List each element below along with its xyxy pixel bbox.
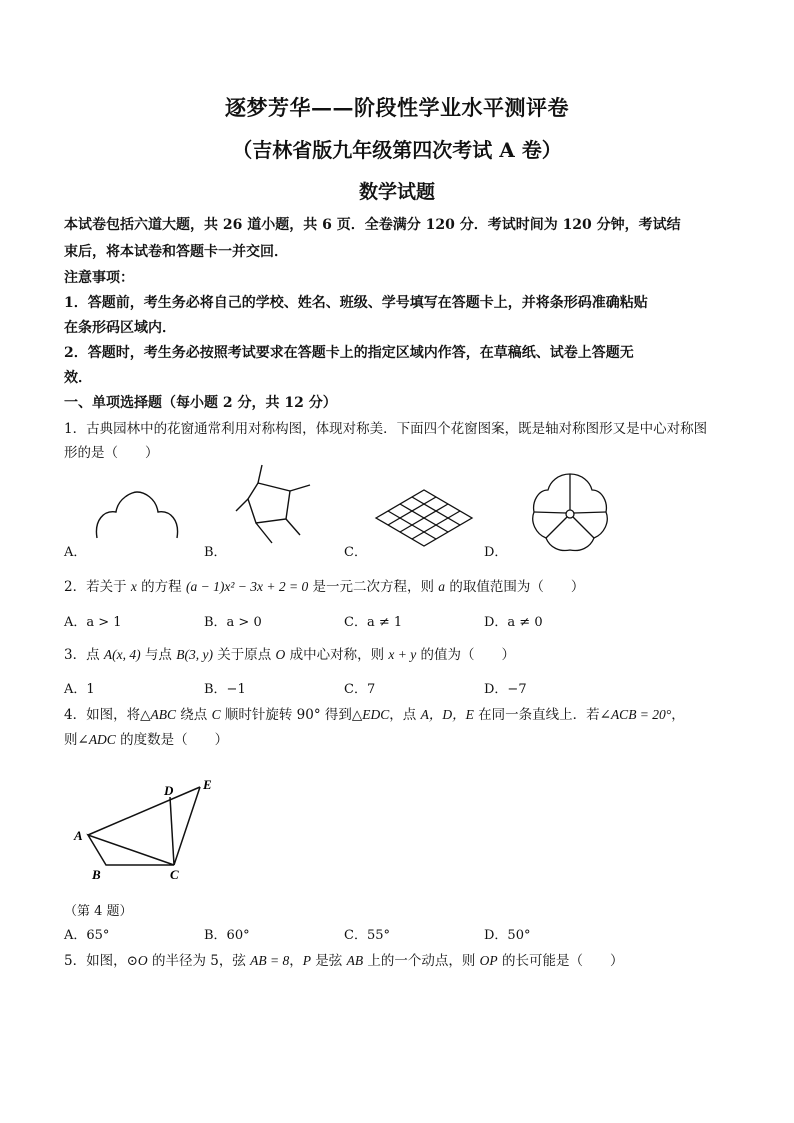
- q1-option-c[interactable]: C．: [344, 545, 367, 560]
- q4-t4: ，点: [389, 707, 421, 723]
- q4-stem-line-2: [64, 728, 228, 748]
- intro-line-1: 本试卷包括六道大题，共 26 道小题，共 6 页．全卷满分 120 分．考试时间为 120 分钟，考试结: [64, 217, 681, 233]
- q3-origin: O: [275, 647, 286, 662]
- q4-label-b: B: [92, 867, 101, 882]
- q5-t6: 的长可能是（ ）: [497, 953, 624, 969]
- q2-text-pre: 2．若关于: [64, 579, 131, 595]
- q4-t3: 顺时针旋转 90° 得到△: [220, 707, 363, 723]
- q3-point-b: B(3, y): [176, 647, 213, 662]
- q4-figure-triangles: [70, 775, 230, 885]
- q3-point-a: A(x, 4): [103, 647, 141, 662]
- q2-text-end: 的取值范围为（ ）: [445, 579, 585, 595]
- q5-ab2: AB: [346, 953, 364, 968]
- q4-t7: 则∠: [64, 732, 89, 748]
- q4-c: C: [211, 707, 221, 722]
- q3-text-e: 的值为（ ）: [416, 647, 516, 663]
- q1-figure-b-pinwheel: [232, 465, 322, 555]
- q4-option-b[interactable]: B．60°: [204, 928, 250, 943]
- q3-text-a: 3．点: [64, 647, 104, 663]
- q1-figure-c-lattice: [374, 488, 474, 548]
- notice-heading: 注意事项：: [64, 270, 134, 286]
- q4-label-a: A: [74, 828, 83, 843]
- q2-option-c[interactable]: C．a ≠ 1: [344, 615, 403, 630]
- q1-option-d[interactable]: D．: [484, 545, 508, 560]
- q1-stem-line-2: 形的是（ ）: [64, 445, 159, 461]
- q4-t1: 4．如图，将△: [64, 707, 151, 723]
- q4-label-d: D: [164, 783, 174, 798]
- q3-option-d[interactable]: D．−7: [484, 682, 527, 697]
- q4-figure-caption: （第 4 题）: [64, 904, 133, 919]
- section-heading: 一、单项选择题（每小题 2 分，共 12 分）: [64, 395, 337, 411]
- q2-var-a: a: [438, 579, 446, 594]
- q4-adc: ADC: [88, 732, 116, 747]
- q3-option-b[interactable]: B．−1: [204, 682, 246, 697]
- q4-pts: A，D，E: [420, 707, 474, 722]
- q4-acb: ACB = 20°: [610, 707, 672, 722]
- q4-label-e: E: [203, 777, 212, 792]
- q2-text-post: 是一元二次方程，则: [308, 579, 439, 595]
- q2-equation: (a − 1)x² − 3x + 2 = 0: [185, 579, 309, 594]
- q5-t4: 是弦: [310, 953, 347, 969]
- q3-text-b: 与点: [140, 647, 177, 663]
- q1-figure-d-flower: [530, 472, 610, 552]
- q5-ab: AB = 8: [250, 953, 290, 968]
- q5-op: OP: [479, 953, 498, 968]
- q4-t5: 在同一条直线上．若∠: [473, 707, 611, 723]
- q4-option-a[interactable]: A．65°: [64, 928, 110, 943]
- intro-line-2: 束后，将本试卷和答题卡一并交回．: [64, 244, 288, 260]
- q4-label-c: C: [170, 867, 179, 882]
- q2-var-x: x: [130, 579, 137, 594]
- q2-text-mid: 的方程: [136, 579, 186, 595]
- q5-o: O: [137, 953, 148, 968]
- notice-item-1b: 在条形码区域内．: [64, 320, 176, 336]
- q1-option-a[interactable]: A．: [64, 545, 87, 560]
- q4-t8: 的度数是（ ）: [115, 732, 229, 748]
- q5-t3: ，: [289, 953, 303, 969]
- q3-sum: x + y: [388, 647, 417, 662]
- q4-stem-line-1: [64, 703, 685, 723]
- notice-item-2b: 效．: [64, 370, 92, 386]
- q2-option-d[interactable]: D．a ≠ 0: [484, 615, 543, 630]
- q3-option-c[interactable]: C．7: [344, 682, 376, 697]
- q3-text-d: 成中心对称，则: [285, 647, 389, 663]
- q4-option-c[interactable]: C．55°: [344, 928, 390, 943]
- q4-option-d[interactable]: D．50°: [484, 928, 531, 943]
- notice-item-1a: 1．答题前，考生务必将自己的学校、姓名、班级、学号填写在答题卡上，并将条形码准确粘贴: [64, 295, 648, 311]
- q3-stem: [64, 643, 515, 663]
- q5-p: P: [302, 953, 311, 968]
- q5-t2: 的半径为 5，弦: [147, 953, 251, 969]
- q1-option-b[interactable]: B．: [204, 545, 227, 560]
- q1-figure-a-scallop: [92, 490, 182, 550]
- page-subtitle: （吉林省版九年级第四次考试 A 卷）: [232, 138, 562, 162]
- q4-edc: EDC: [362, 707, 390, 722]
- q4-t6: ，: [671, 707, 685, 723]
- q5-stem: [64, 949, 623, 969]
- q2-option-b[interactable]: B．a > 0: [204, 615, 262, 630]
- notice-item-2a: 2．答题时，考生务必按照考试要求在答题卡上的指定区域内作答，在草稿纸、试卷上答题无: [64, 345, 634, 361]
- q4-abc: ABC: [150, 707, 176, 722]
- subject-title: 数学试题: [358, 181, 435, 203]
- q3-text-c: 关于原点: [212, 647, 276, 663]
- q4-t2: 绕点: [175, 707, 212, 723]
- q1-stem-line-1: 1．古典园林中的花窗通常利用对称构图，体现对称美．下面四个花窗图案，既是轴对称图形又是中心对称图: [64, 421, 708, 437]
- q5-t5: 上的一个动点，则: [363, 953, 480, 969]
- page-title: 逐梦芳华——阶段性学业水平测评卷: [225, 95, 569, 120]
- q3-option-a[interactable]: A．1: [64, 682, 95, 697]
- q2-stem: [64, 575, 584, 595]
- q2-option-a[interactable]: A．a > 1: [64, 615, 122, 630]
- q5-t1: 5．如图，⊙: [64, 953, 138, 969]
